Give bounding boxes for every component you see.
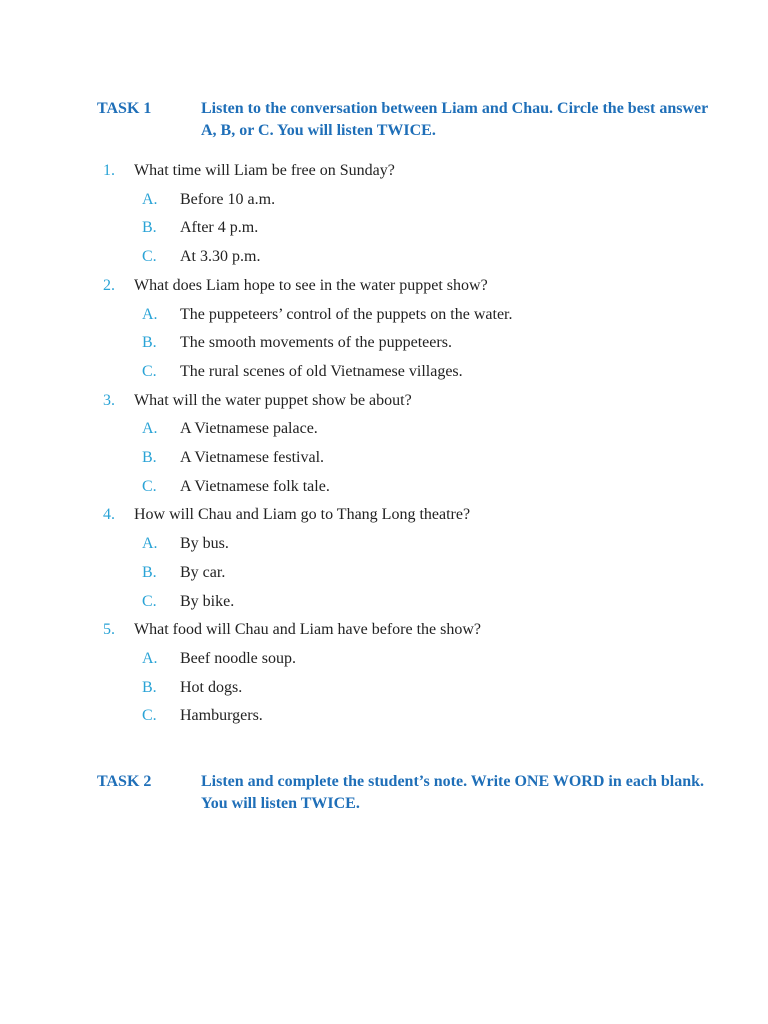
option-letter[interactable]: C.: [142, 707, 157, 724]
option-text: Beef noodle soup.: [180, 650, 296, 667]
option-text: After 4 p.m.: [180, 219, 259, 236]
option-text: The rural scenes of old Vietnamese villages.: [180, 363, 463, 380]
option-letter[interactable]: B.: [142, 449, 157, 466]
option-text: At 3.30 p.m.: [180, 248, 261, 265]
option-letter[interactable]: C.: [142, 478, 157, 495]
question-text: What food will Chau and Liam have before the show?: [134, 621, 481, 638]
option-text: Before 10 a.m.: [180, 191, 276, 208]
option-letter[interactable]: B.: [142, 219, 157, 236]
question-number: 5.: [103, 621, 115, 638]
question-text: What time will Liam be free on Sunday?: [134, 162, 395, 179]
task-1-instruction: Listen to the conversation between Liam and Chau. Circle the best answer A, B, or C. You will listen TWICE.: [201, 100, 708, 139]
option-text: The puppeteers’ control of the puppets on the water.: [180, 306, 513, 323]
option-text: Hot dogs.: [180, 679, 243, 696]
option-letter[interactable]: A.: [142, 535, 158, 552]
option-letter[interactable]: B.: [142, 334, 157, 351]
option-text: A Vietnamese festival.: [180, 449, 325, 466]
option-letter[interactable]: A.: [142, 650, 158, 667]
question-text: What does Liam hope to see in the water puppet show?: [134, 277, 488, 294]
question-number: 2.: [103, 277, 115, 294]
question-number: 3.: [103, 392, 115, 409]
question-number: 1.: [103, 162, 115, 179]
task-2-instruction: Listen and complete the student’s note. Write ONE WORD in each blank. You will listen TWICE.: [201, 773, 704, 812]
task-2-label: TASK 2: [97, 773, 152, 790]
question-number: 4.: [103, 506, 115, 523]
option-letter[interactable]: C.: [142, 363, 157, 380]
option-text: A Vietnamese palace.: [180, 420, 318, 437]
option-text: By car.: [180, 564, 226, 581]
option-letter[interactable]: B.: [142, 679, 157, 696]
question-text: How will Chau and Liam go to Thang Long theatre?: [134, 506, 471, 523]
option-text: Hamburgers.: [180, 707, 263, 724]
option-text: By bike.: [180, 593, 235, 610]
option-letter[interactable]: B.: [142, 564, 157, 581]
option-letter[interactable]: A.: [142, 420, 158, 437]
task-1-label: TASK 1: [97, 100, 152, 117]
option-text: By bus.: [180, 535, 229, 552]
option-letter[interactable]: C.: [142, 593, 157, 610]
option-letter[interactable]: A.: [142, 191, 158, 208]
option-letter[interactable]: A.: [142, 306, 158, 323]
option-text: A Vietnamese folk tale.: [180, 478, 330, 495]
question-text: What will the water puppet show be about?: [134, 392, 412, 409]
option-letter[interactable]: C.: [142, 248, 157, 265]
option-text: The smooth movements of the puppeteers.: [180, 334, 452, 351]
